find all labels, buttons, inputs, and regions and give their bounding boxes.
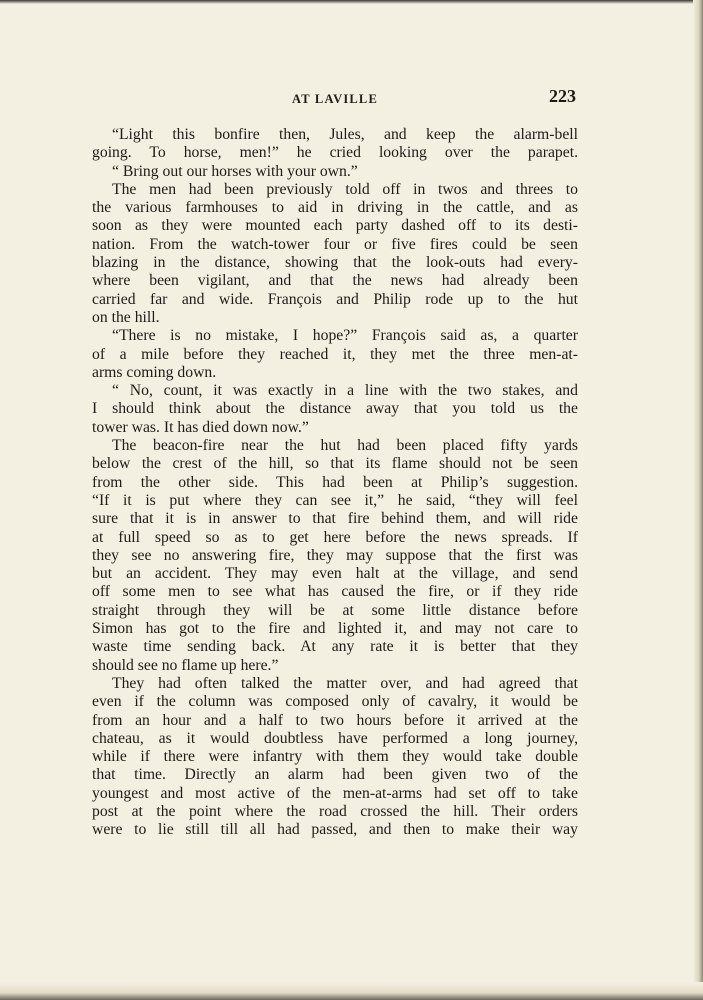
text-line: “ No, count, it was exactly in a line with the two stakes, and [112,382,578,400]
text-line: The beacon-fire near the hut had been placed fifty yards [112,437,578,455]
text-line: waste time sending back. At any rate it is better that they [92,638,578,656]
page-header [92,86,578,114]
text-line: the various farmhouses to aid in driving in the cattle, and as [92,199,578,217]
text-line: were to lie still till all had passed, and then to make their way [92,821,578,839]
page-edge-bottom [0,982,703,1000]
text-line: of a mile before they reached it, they met the three men-at- [92,345,578,363]
body-text [92,126,578,840]
text-line: that time. Directly an alarm had been given two of the [92,766,578,784]
text-line: soon as they were mounted each party dashed off to its desti- [92,217,578,235]
text-line: carried far and wide. François and Philip rode up to the hut [92,290,578,308]
text-line: They had often talked the matter over, and had agreed that [112,674,578,692]
text-line: should see no flame up here.” [92,656,279,674]
text-line: while if there were infantry with them they would take double [92,748,578,766]
text-line: at full speed so as to get here before the news spreads. If [92,528,578,546]
text-line: youngest and most active of the men-at-arms had set off to take [92,784,578,802]
text-line: “If it is put where they can see it,” he said, “they will feel [92,491,578,509]
text-line: even if the column was composed only of cavalry, it would be [92,693,578,711]
page-edge-right [693,0,703,1000]
text-line: “Light this bonfire then, Jules, and keep the alarm-bell [112,126,578,143]
text-line: they see no answering fire, they may suppose that the first was [92,546,578,564]
text-line: going. To horse, men!” he cried looking over the parapet. [92,144,578,162]
text-line: straight through they will be at some little distance before [92,601,578,619]
page-number: 223 [549,86,576,106]
text-line: post at the point where the road crossed the hill. Their orders [92,802,578,820]
text-line: from the other side. This had been at Philip’s suggestion. [92,473,578,491]
text-line: arms coming down. [92,363,217,381]
text-line: chateau, as it would doubtless have performed a long journey, [92,729,578,747]
text-line: “ Bring out our horses with your own.” [112,162,358,180]
text-line: sure that it is in answer to that fire behind them, and will ride [92,510,578,528]
text-line: where been vigilant, and that the news had already been [92,272,578,290]
page-edge-top [0,0,703,4]
text-line: “There is no mistake, I hope?” François said as, a quarter [112,327,578,345]
text-line: blazing in the distance, showing that the look-outs had every- [92,254,578,272]
text-line: on the hill. [92,308,160,326]
text-line: Simon has got to the fire and lighted it, and may not care to [92,620,578,638]
text-line: The men had been previously told off in twos and threes to [112,180,578,198]
text-line: nation. From the watch-tower four or five fires could be seen [92,235,578,253]
text-line: tower was. It has died down now.” [92,418,309,436]
text-line: I should think about the distance away that you told us the [92,400,578,418]
text-line: but an accident. They may even halt at the village, and send [92,565,578,583]
text-line: below the crest of the hill, so that its flame should not be seen [92,455,578,473]
text-line: from an hour and a half to two hours before it arrived at the [92,711,578,729]
text-line: off some men to see what has caused the fire, or if they ride [92,583,578,601]
running-head: AT LAVILLE [292,92,378,106]
